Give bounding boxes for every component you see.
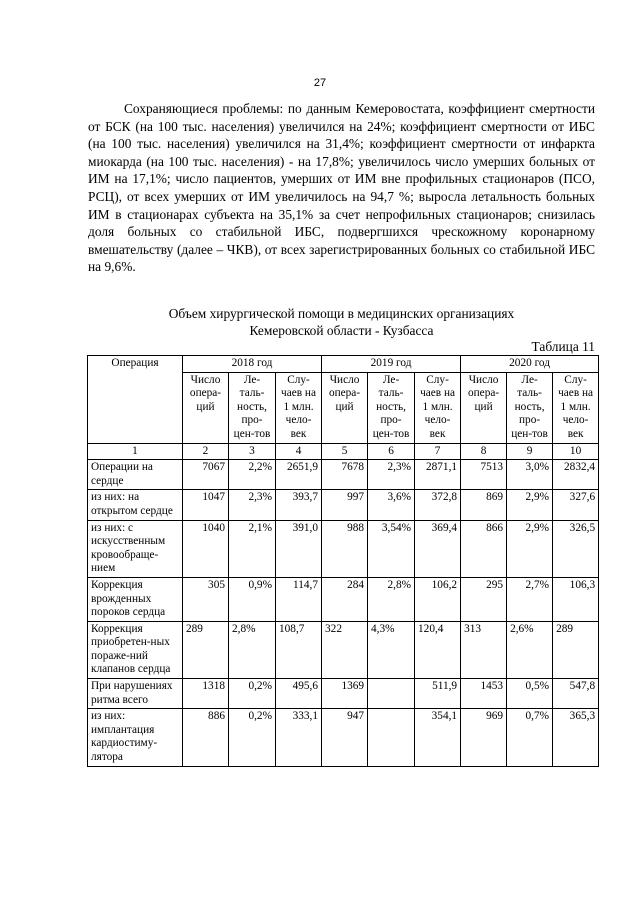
operation-name: Операции на сердце [88,460,183,490]
count-cell: 886 [183,709,229,766]
cases-header: Слу-чаев на 1 млн. чело-век [276,372,322,443]
table-title-line-1: Объем хирургической помощи в медицинских организациях [168,306,515,321]
lethality-cell: 2,6% [507,621,553,678]
count-header: Число опера-ций [461,372,507,443]
lethality-cell: 2,9% [507,520,553,577]
operation-name: из них: имплантация кардиостиму-лятора [88,709,183,766]
column-number: 6 [368,443,415,460]
cases-cell: 391,0 [276,520,322,577]
count-cell: 866 [461,520,507,577]
lethality-cell: 0,2% [229,679,276,709]
cases-cell: 289 [553,621,599,678]
operation-name: Коррекция врожденных пороков сердца [88,577,183,621]
lethality-cell: 2,1% [229,520,276,577]
count-cell: 988 [322,520,368,577]
column-number: 3 [229,443,276,460]
operation-header: Операция [88,356,183,444]
cases-cell: 354,1 [415,709,461,766]
cases-cell: 393,7 [276,490,322,520]
table-row [88,709,599,766]
count-cell: 289 [183,621,229,678]
count-header: Число опера-ций [322,372,368,443]
table-label: Таблица 11 [531,339,595,354]
lethality-cell: 3,54% [368,520,415,577]
cases-cell: 2651,9 [276,460,322,490]
cases-cell: 495,6 [276,679,322,709]
lethality-cell: 0,5% [507,679,553,709]
lethality-cell [368,679,415,709]
table-row [88,490,599,520]
table-row [88,621,599,678]
lethality-cell [368,709,415,766]
year-header: 2018 год [183,356,322,373]
count-cell: 7067 [183,460,229,490]
operation-name: Коррекция приобретен-ных пораже-ний клапанов сердца [88,621,183,678]
cases-cell: 372,8 [415,490,461,520]
count-cell: 1453 [461,679,507,709]
cases-cell: 333,1 [276,709,322,766]
count-header: Число опера-ций [183,372,229,443]
column-number: 2 [183,443,229,460]
lethality-cell: 2,2% [229,460,276,490]
lethality-cell: 3,0% [507,460,553,490]
cases-cell: 2832,4 [553,460,599,490]
count-cell: 295 [461,577,507,621]
table-row [88,577,599,621]
cases-header: Слу-чаев на 1 млн. чело-век [415,372,461,443]
column-number: 5 [322,443,368,460]
lethality-cell: 2,3% [368,460,415,490]
count-cell: 947 [322,709,368,766]
lethality-cell: 2,9% [507,490,553,520]
column-number: 10 [553,443,599,460]
count-cell: 305 [183,577,229,621]
table-title [88,305,595,339]
lethality-cell: 2,7% [507,577,553,621]
column-number: 4 [276,443,322,460]
count-cell: 1318 [183,679,229,709]
operation-name: из них: на открытом сердце [88,490,183,520]
table-row [88,679,599,709]
cases-cell: 365,3 [553,709,599,766]
column-number: 1 [88,443,183,460]
lethality-cell: 4,3% [368,621,415,678]
cases-cell: 120,4 [415,621,461,678]
cases-header: Слу-чаев на 1 млн. чело-век [553,372,599,443]
lethality-header: Ле-таль-ность, про-цен-тов [507,372,553,443]
lethality-cell: 2,3% [229,490,276,520]
table-row [88,520,599,577]
page-number: 27 [313,77,327,89]
cases-cell: 511,9 [415,679,461,709]
count-cell: 1369 [322,679,368,709]
count-cell: 7513 [461,460,507,490]
column-number: 8 [461,443,507,460]
count-cell: 1040 [183,520,229,577]
body-paragraph: Сохраняющиеся проблемы: по данным Кемеровостата, коэффициент смертности от БСК (на 100 тыс. населения) увеличился на 24%; коэффициент смертности от ИБС (на 100 тыс. населения) увеличился на 31,4%; коэффициент смертности от инфаркта миокарда (на 100 тыс. населения) - на 17,8%; увеличилось число умерших больных от ИМ на 17,1%; число пациентов, умерших от ИМ вне профильных стационаров (ПСО, РСЦ), от всех умерших от ИМ увеличилось на 94,7 %; выросла летальность больных ИМ в стационарах субъекта на 35,1% за счет непрофильных стационаров; снизилась доля больных со стабильной ИБС, подвергшихся чрескожному коронарному вмешательству (далее – ЧКВ), от всех зарегистрированных больных со стабильной ИБС на 9,6%. [88,101,595,275]
surgery-table [87,355,599,767]
cases-cell: 327,6 [553,490,599,520]
column-number: 9 [507,443,553,460]
year-header-row [88,356,599,373]
cases-cell: 326,5 [553,520,599,577]
count-cell: 284 [322,577,368,621]
count-cell: 969 [461,709,507,766]
lethality-header: Ле-таль-ность, про-цен-тов [229,372,276,443]
column-number-row [88,443,599,460]
cases-cell: 2871,1 [415,460,461,490]
lethality-cell: 2,8% [368,577,415,621]
cases-cell: 106,3 [553,577,599,621]
table-row [88,460,599,490]
cases-cell: 547,8 [553,679,599,709]
operation-name: При нарушениях ритма всего [88,679,183,709]
count-cell: 1047 [183,490,229,520]
count-cell: 869 [461,490,507,520]
lethality-cell: 3,6% [368,490,415,520]
cases-cell: 369,4 [415,520,461,577]
count-cell: 997 [322,490,368,520]
count-cell: 7678 [322,460,368,490]
year-header: 2020 год [461,356,599,373]
cases-cell: 108,7 [276,621,322,678]
lethality-cell: 0,7% [507,709,553,766]
count-cell: 313 [461,621,507,678]
cases-cell: 114,7 [276,577,322,621]
lethality-header: Ле-таль-ность, про-цен-тов [368,372,415,443]
lethality-cell: 2,8% [229,621,276,678]
table-title-line-2: Кемеровской области - Кузбасса [249,323,434,338]
year-header: 2019 год [322,356,461,373]
operation-name: из них: с искусственным кровообраще-нием [88,520,183,577]
lethality-cell: 0,2% [229,709,276,766]
lethality-cell: 0,9% [229,577,276,621]
cases-cell: 106,2 [415,577,461,621]
count-cell: 322 [322,621,368,678]
column-number: 7 [415,443,461,460]
